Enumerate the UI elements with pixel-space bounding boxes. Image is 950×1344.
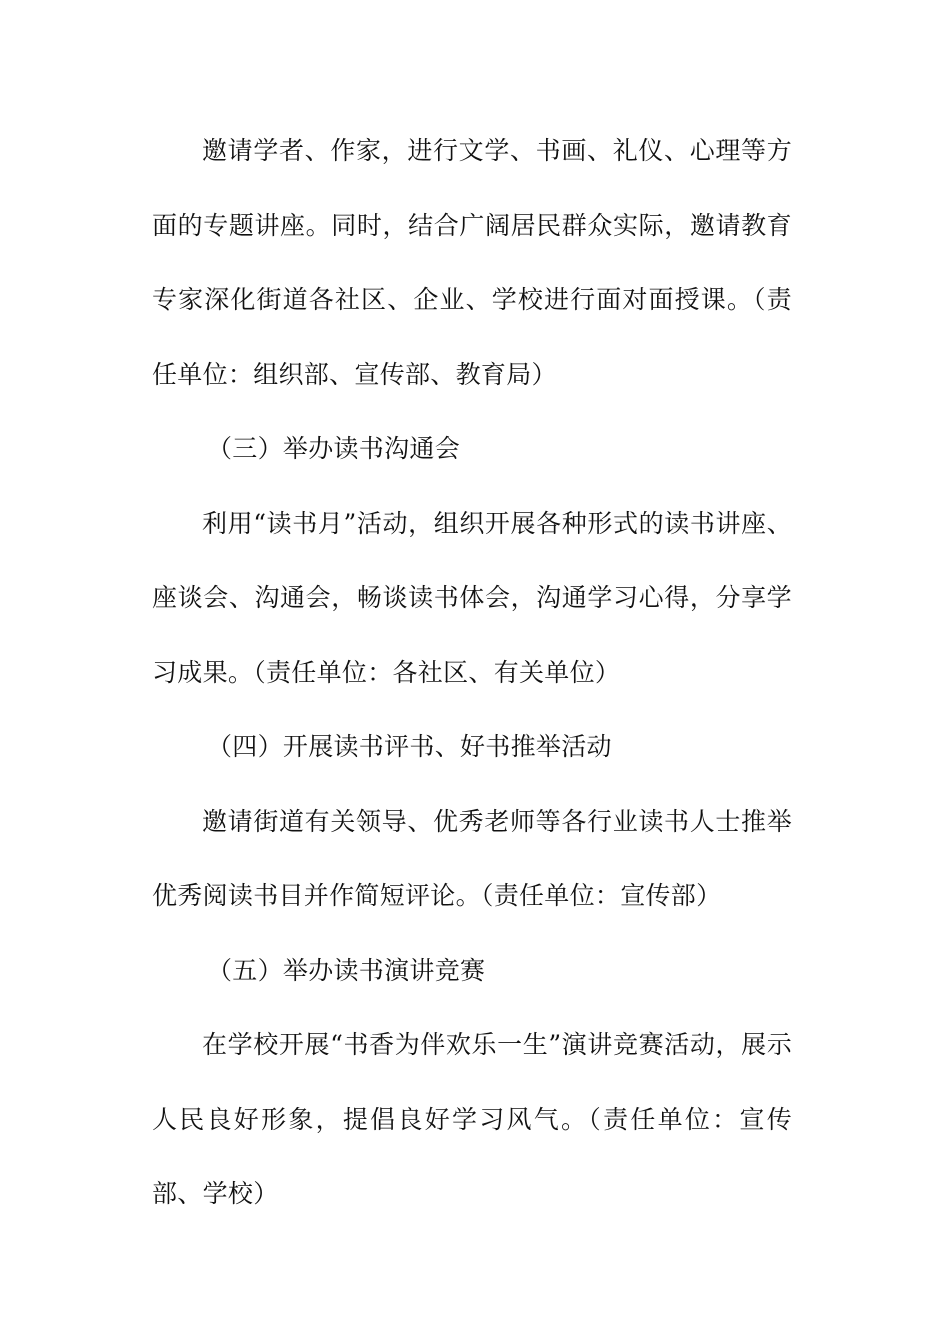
section-heading-3: （三）举办读书沟通会 (207, 434, 461, 463)
section-heading-4: （四）开展读书评书、好书推举活动 (207, 732, 612, 761)
section-heading-5: （五）举办读书演讲竞赛 (207, 955, 486, 985)
paragraph-book-recommendation: 邀请街道有关领导、优秀老师等各行业读书人士推举优秀阅读书目并作简短评论。（责任单位：宣传部） (152, 806, 792, 910)
paragraph-lectures: 邀请学者、作家，进行文学、书画、礼仪、心理等方面的专题讲座。同时，结合广阔居民群众实际，邀请教育专家深化街道各社区、企业、学校进行面对面授课。（责任单位：组织部、宣传部、教育局） (152, 136, 792, 389)
paragraph-reading-meeting: 利用“读书月”活动，组织开展各种形式的读书讲座、座谈会、沟通会，畅谈读书体会，沟通学习心得，分享学习成果。（责任单位：各社区、有关单位） (152, 508, 792, 687)
document-body (152, 114, 792, 1232)
paragraph-speech-contest: 在学校开展“书香为伴欢乐一生”演讲竞赛活动，展示人民良好形象，提倡良好学习风气。（责任单位：宣传部、学校） (152, 1030, 792, 1208)
